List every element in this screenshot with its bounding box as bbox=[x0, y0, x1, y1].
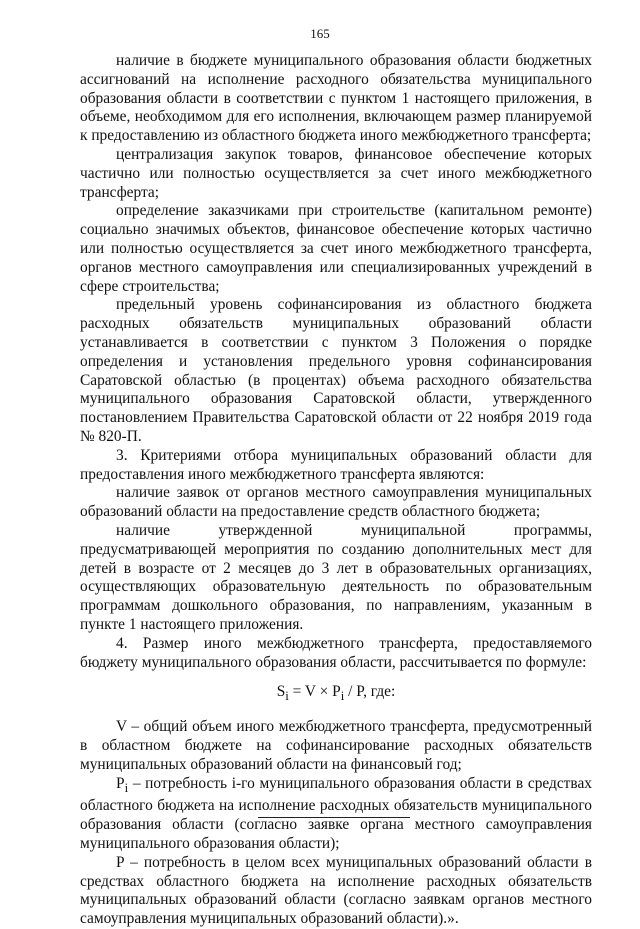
paragraph-applications: наличие заявок от органов местного самоуправления муниципальных образований области на предоставление средств областного бюджета; bbox=[80, 484, 592, 521]
formula-sub-i: i bbox=[285, 689, 289, 704]
paragraph-municipal-program: наличие утвержденной муниципальной программы, предусматривающей мероприятия по созданию дополнительных мест для детей в возрасте от 2 месяцев до 3 лет в образовательных организациях, осуществляющих образовательную деятельность по образовательным программам дошкольного образования, по направлениям, указанным в пункте 1 настоящего приложения. bbox=[80, 521, 592, 633]
definition-pi-text: – потребность i-го муниципального образования области в средствах областного бюджета на исполнение расходных обязательств муниципального образования области (согласно заявке органа местного самоуправления муниципального образования области); bbox=[80, 774, 592, 853]
closing-rule bbox=[258, 817, 410, 818]
formula-rest: / P, где: bbox=[344, 683, 396, 701]
formula-eq: = V × P bbox=[288, 683, 341, 701]
paragraph-transfer-size: 4. Размер иного межбюджетного трансферта, предоставляемого бюджету муниципального образования области, рассчитывается по формуле: bbox=[80, 634, 592, 671]
allocation-formula bbox=[80, 683, 592, 706]
document-body bbox=[80, 52, 592, 929]
definition-pi-symbol: P bbox=[116, 774, 125, 792]
paragraph-centralized-procurement: централизация закупок товаров, финансовое обеспечение которых частично или полностью осуществляется за счет иного межбюджетного трансферта; bbox=[80, 145, 592, 201]
page-number: 165 bbox=[310, 26, 330, 41]
paragraph-selection-criteria: 3. Критериями отбора муниципальных образований области для предоставления иного межбюджетного трансферта являются: bbox=[80, 446, 592, 483]
definition-v: V – общий объем иного межбюджетного трансферта, предусмотренный в областном бюджете на софинансирование расходных обязательств муниципальных образований области на финансовый год; bbox=[80, 718, 592, 773]
definition-p: P – потребность в целом всех муниципальных образований области в средствах областного бюджета на исполнение расходных обязательств муниципальных образований области (согласно заявкам органов местного самоуправления муниципальных образований области).». bbox=[80, 853, 592, 928]
definition-pi-sub: i bbox=[124, 780, 129, 795]
paragraph-cofinancing-level: предельный уровень софинансирования из областного бюджета расходных обязательств муниципальных образований области устанавливается в соответствии с пунктом 3 Положения о порядке определения и установления предельного уровня софинансирования Саратовской областью (в процентах) объема расходного обязательства муниципального образования Саратовской области, утвержденного постановлением Правительства Саратовской области от 22 ноября 2019 года № 820-П. bbox=[80, 296, 592, 445]
formula-s: S bbox=[276, 683, 286, 701]
paragraph-construction-customers: определение заказчиками при строительстве (капитальном ремонте) социально значимых объектов, финансовое обеспечение которых частично или полностью осуществляется за счет иного межбюджетного трансферта, органов местного самоуправления или специализированных учреждений в сфере строительства; bbox=[80, 202, 592, 295]
paragraph-budget-allocation: наличие в бюджете муниципального образования области бюджетных ассигнований на исполнение расходного обязательства муниципального образования области в соответствии с пунктом 1 настоящего приложения, в объеме, необходимом для его исполнения, включающем размер планируемой к предоставлению из областного бюджета иного межбюджетного трансферта; bbox=[80, 52, 592, 145]
formula-sub-i2: i bbox=[340, 689, 345, 704]
definition-pi bbox=[80, 775, 592, 854]
